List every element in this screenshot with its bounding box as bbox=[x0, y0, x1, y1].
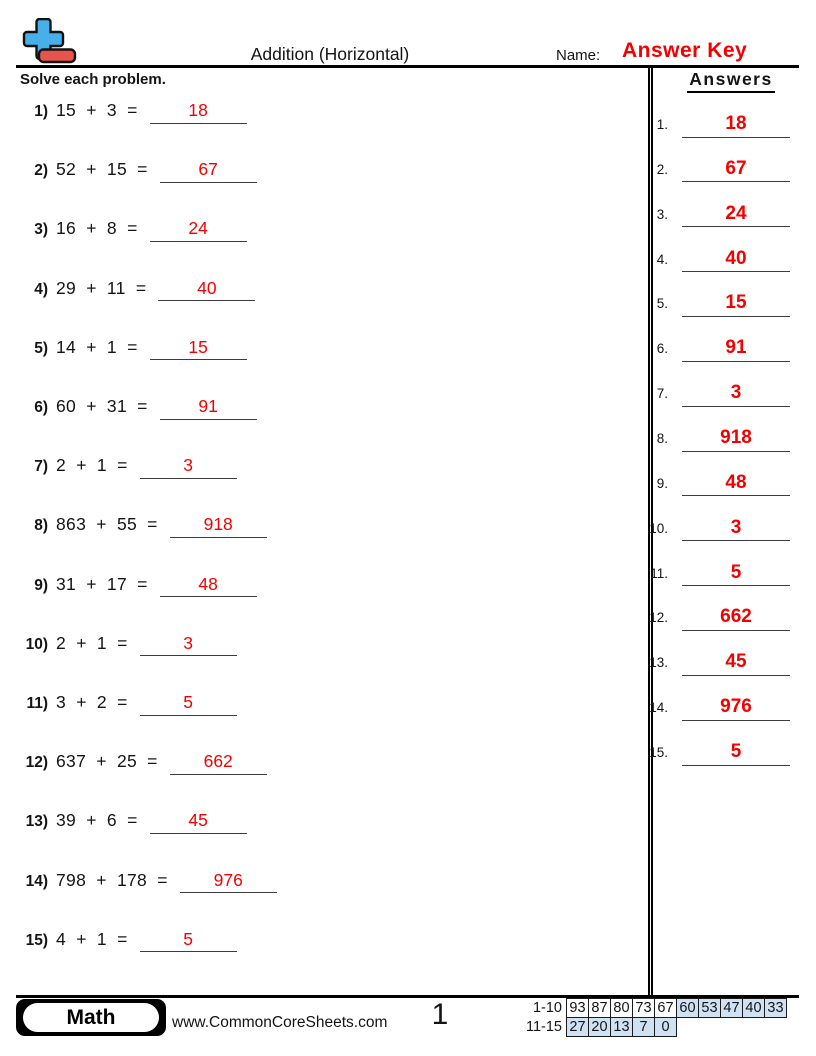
plus-minus-logo-icon bbox=[22, 18, 78, 66]
problem-number: 8) bbox=[34, 517, 48, 535]
problem-number: 10) bbox=[25, 635, 48, 653]
answer-row bbox=[640, 290, 790, 317]
problem-row bbox=[20, 99, 247, 124]
problem-answer-line: 18 bbox=[150, 99, 247, 124]
math-brand-badge bbox=[16, 999, 166, 1036]
answer-number: 1. bbox=[656, 117, 668, 132]
answer-line: 5 bbox=[682, 560, 790, 587]
score-range-label: 11-15 bbox=[525, 1019, 562, 1035]
problem-answer-line: 67 bbox=[160, 158, 257, 183]
answer-row bbox=[640, 425, 790, 452]
problem-row bbox=[20, 336, 247, 361]
problem-expression: 3 + 2 = bbox=[56, 692, 128, 712]
problem-answer-line: 3 bbox=[140, 632, 237, 657]
answer-line: 662 bbox=[682, 604, 790, 631]
problem-answer-line: 662 bbox=[170, 750, 267, 775]
header-divider bbox=[16, 65, 799, 68]
problem-row bbox=[20, 395, 257, 420]
worksheet-title: Addition (Horizontal) bbox=[250, 44, 410, 64]
problem-expression: 4 + 1 = bbox=[56, 928, 128, 949]
problem-number: 6) bbox=[34, 399, 48, 416]
problem-expression: 14 + 1 = bbox=[56, 336, 138, 357]
score-cell: 27 bbox=[566, 1017, 589, 1037]
problem-number: 5) bbox=[34, 339, 48, 357]
answer-row bbox=[640, 156, 790, 183]
problem-row bbox=[20, 513, 267, 538]
answer-line: 48 bbox=[682, 470, 790, 497]
answer-line: 3 bbox=[682, 515, 790, 542]
problem-number: 12) bbox=[25, 754, 48, 772]
problem-expression: 16 + 8 = bbox=[56, 218, 138, 239]
score-cell: 7 bbox=[632, 1017, 655, 1037]
problem-row bbox=[20, 809, 247, 834]
score-cell: 40 bbox=[742, 998, 765, 1018]
answer-row bbox=[640, 739, 790, 766]
answer-number: 13. bbox=[649, 655, 668, 671]
problem-answer-line: 40 bbox=[158, 277, 255, 302]
problem-answer-line: 5 bbox=[140, 928, 237, 953]
problem-row bbox=[20, 691, 237, 716]
problem-expression: 52 + 15 = bbox=[56, 159, 148, 180]
problem-expression: 39 + 6 = bbox=[56, 810, 138, 831]
problem-answer-line: 976 bbox=[180, 869, 277, 894]
answer-line: 18 bbox=[682, 111, 790, 138]
problem-expression: 15 + 3 = bbox=[56, 100, 138, 120]
problem-expression: 863 + 55 = bbox=[56, 514, 158, 535]
problem-expression: 798 + 178 = bbox=[56, 869, 168, 890]
score-range-label: 1-10 bbox=[532, 1000, 562, 1016]
problem-expression: 31 + 17 = bbox=[56, 573, 148, 594]
answer-row bbox=[640, 649, 790, 676]
problem-answer-line: 24 bbox=[150, 217, 247, 242]
score-cell: 67 bbox=[654, 998, 677, 1018]
problem-answer-line: 91 bbox=[160, 395, 257, 420]
problem-number: 15) bbox=[25, 931, 48, 949]
problem-row bbox=[20, 158, 257, 183]
problem-answer-line: 45 bbox=[150, 809, 247, 834]
answer-number: 14. bbox=[649, 700, 668, 716]
problem-expression: 60 + 31 = bbox=[56, 396, 148, 416]
problem-number: 9) bbox=[34, 576, 48, 594]
answer-number: 11. bbox=[650, 565, 668, 581]
answer-row bbox=[640, 694, 790, 721]
answer-number: 2. bbox=[656, 161, 668, 177]
answer-line: 24 bbox=[682, 201, 790, 228]
page-number: 1 bbox=[431, 998, 449, 1031]
name-label: Name: bbox=[556, 47, 601, 64]
score-cell: 93 bbox=[566, 998, 589, 1018]
answer-line: 40 bbox=[682, 246, 790, 273]
problem-expression: 29 + 11 = bbox=[56, 277, 147, 298]
answer-number: 4. bbox=[656, 251, 668, 267]
score-cell: 53 bbox=[698, 998, 721, 1018]
answer-line: 3 bbox=[682, 380, 790, 407]
answers-panel-title-text: Answers bbox=[687, 69, 774, 93]
answer-line: 5 bbox=[682, 739, 790, 766]
score-cell: 60 bbox=[676, 998, 699, 1018]
answer-row bbox=[640, 604, 790, 631]
score-table-row bbox=[518, 998, 787, 1018]
score-cell: 13 bbox=[610, 1017, 633, 1037]
score-cell: 0 bbox=[654, 1017, 677, 1037]
score-table-row bbox=[518, 1017, 787, 1037]
problem-number: 4) bbox=[34, 280, 48, 298]
answers-panel-title bbox=[656, 69, 806, 93]
score-table bbox=[518, 998, 787, 1037]
answer-row bbox=[640, 560, 790, 587]
answer-number: 6. bbox=[656, 341, 668, 357]
answer-number: 3. bbox=[656, 206, 668, 222]
answer-row bbox=[640, 470, 790, 497]
answer-row bbox=[640, 111, 790, 138]
answer-number: 9. bbox=[656, 475, 668, 491]
problem-row bbox=[20, 632, 237, 657]
website-text: www.CommonCoreSheets.com bbox=[172, 1014, 388, 1031]
problem-row bbox=[20, 217, 247, 242]
problem-answer-line: 48 bbox=[160, 573, 257, 598]
problem-row bbox=[20, 573, 257, 598]
problem-expression: 2 + 1 = bbox=[56, 455, 128, 476]
answer-key-text: Answer Key bbox=[622, 39, 748, 62]
answer-line: 67 bbox=[682, 156, 790, 183]
problem-number: 11) bbox=[26, 695, 48, 712]
answer-number: 15. bbox=[649, 744, 668, 760]
answer-line: 91 bbox=[682, 335, 790, 362]
problem-row bbox=[20, 454, 237, 479]
instructions-text: Solve each problem. bbox=[20, 71, 166, 88]
answer-row bbox=[640, 515, 790, 542]
problem-number: 2) bbox=[34, 162, 48, 180]
problem-answer-line: 5 bbox=[140, 691, 237, 716]
math-brand-label: Math bbox=[23, 1003, 159, 1032]
problem-number: 7) bbox=[34, 458, 48, 476]
problem-answer-line: 15 bbox=[150, 336, 247, 361]
answer-line: 918 bbox=[682, 425, 790, 452]
answer-number: 5. bbox=[656, 296, 668, 312]
answer-number: 8. bbox=[656, 430, 668, 446]
answer-row bbox=[640, 246, 790, 273]
answer-line: 15 bbox=[682, 290, 790, 317]
problem-row bbox=[20, 928, 237, 953]
problem-answer-line: 3 bbox=[140, 454, 237, 479]
answer-row bbox=[640, 201, 790, 228]
problem-row bbox=[20, 750, 267, 775]
problem-number: 14) bbox=[25, 872, 48, 890]
answer-number: 7. bbox=[656, 386, 668, 402]
score-cell: 47 bbox=[720, 998, 743, 1018]
problem-answer-line: 918 bbox=[170, 513, 267, 538]
problem-expression: 2 + 1 = bbox=[56, 632, 128, 653]
problem-expression: 637 + 25 = bbox=[56, 751, 158, 772]
problem-row bbox=[20, 277, 255, 302]
score-cell: 87 bbox=[588, 998, 611, 1018]
score-cell: 73 bbox=[632, 998, 655, 1018]
minus-icon bbox=[39, 50, 75, 63]
answer-line: 45 bbox=[682, 649, 790, 676]
score-cell: 20 bbox=[588, 1017, 611, 1037]
problem-number: 1) bbox=[34, 103, 48, 120]
answer-number: 10. bbox=[649, 520, 668, 536]
problem-row bbox=[20, 869, 277, 894]
score-cell: 80 bbox=[610, 998, 633, 1018]
score-cell: 33 bbox=[764, 998, 787, 1018]
answer-line: 976 bbox=[682, 694, 790, 721]
problem-number: 3) bbox=[34, 221, 48, 239]
problem-number: 13) bbox=[25, 813, 48, 831]
answer-row bbox=[640, 335, 790, 362]
answer-row bbox=[640, 380, 790, 407]
answer-number: 12. bbox=[649, 610, 668, 626]
